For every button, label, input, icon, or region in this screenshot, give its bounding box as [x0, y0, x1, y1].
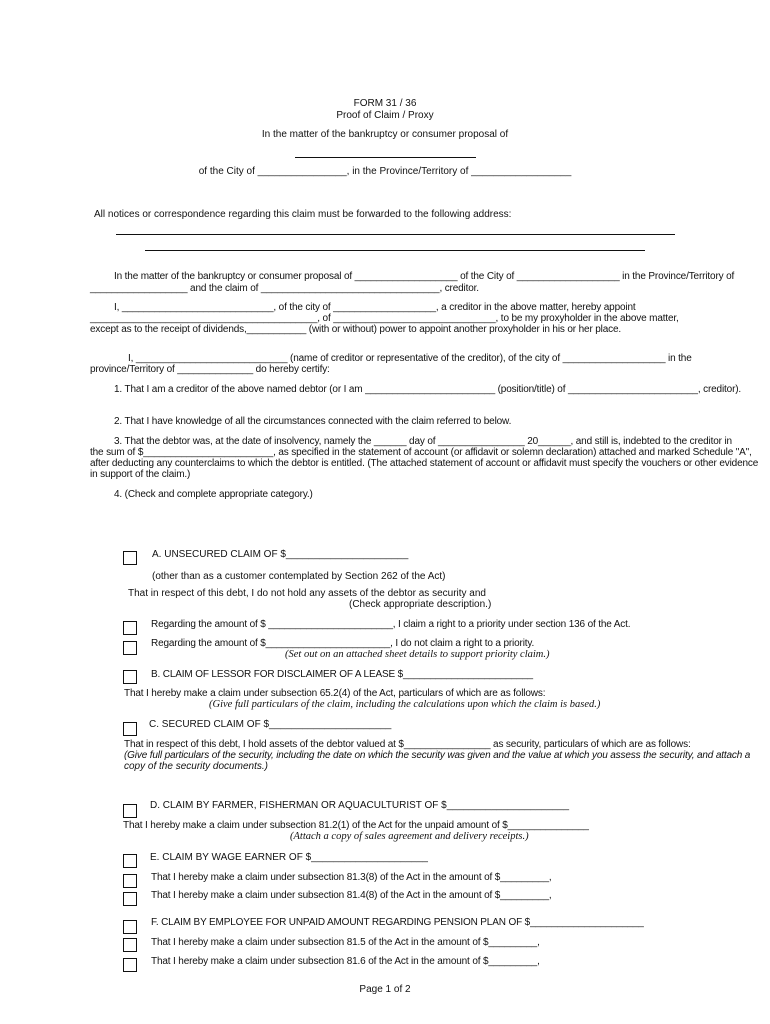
- debtor-name-blank[interactable]: [295, 157, 476, 158]
- section-d-line: That I hereby make a claim under subsection 81.2(1) of the Act for the unpaid amount of $_______________: [123, 820, 589, 831]
- item-3-line-1: 3. That the debtor was, at the date of insolvency, namely the ______ day of ________________ 20______, and still is, indebted to the creditor in: [114, 436, 732, 447]
- section-c-title: C. SECURED CLAIM OF $______________________: [149, 719, 392, 730]
- address-line-2[interactable]: [145, 250, 645, 251]
- section-e-line-2: That I hereby make a claim under subsection 81.4(8) of the Act in the amount of $_________,: [151, 890, 552, 901]
- section-e-line-1: That I hereby make a claim under subsection 81.3(8) of the Act in the amount of $_________,: [151, 872, 552, 883]
- section-b-line: That I hereby make a claim under subsection 65.2(4) of the Act, particulars of which are as follows:: [124, 688, 546, 699]
- proxy-line-1: In the matter of the bankruptcy or consumer proposal of ___________________ of the City of ___________________ in the Province/Territory of: [114, 271, 735, 282]
- proxy-line-3: I, ____________________________, of the city of ___________________, a creditor in the above matter, hereby appoint: [114, 302, 636, 313]
- section-e-title: E. CLAIM BY WAGE EARNER OF $_____________________: [150, 852, 428, 863]
- section-e-checkbox[interactable]: [123, 854, 137, 868]
- section-d-note: (Attach a copy of sales agreement and delivery receipts.): [290, 831, 529, 842]
- proxy-line-5: except as to the receipt of dividends,___________ (with or without) power to appoint another proxyholder in his or her place.: [90, 324, 622, 335]
- section-a-check-line: (Check appropriate description.): [349, 599, 492, 610]
- section-a-respect-line: That in respect of this debt, I do not hold any assets of the debtor as security and: [128, 588, 486, 599]
- section-f-option-1-checkbox[interactable]: [123, 938, 137, 952]
- section-a-option-2-note: (Set out on an attached sheet details to support priority claim.): [285, 649, 550, 660]
- section-f-line-2: That I hereby make a claim under subsection 81.6 of the Act in the amount of $_________,: [151, 956, 540, 967]
- section-d-title: D. CLAIM BY FARMER, FISHERMAN OR AQUACULTURIST OF $______________________: [150, 800, 570, 811]
- section-d-checkbox[interactable]: [123, 804, 137, 818]
- section-f-title: F. CLAIM BY EMPLOYEE FOR UNPAID AMOUNT REGARDING PENSION PLAN OF $_____________________: [151, 917, 644, 928]
- section-a-title: A. UNSECURED CLAIM OF $______________________: [152, 549, 409, 560]
- item-3-line-4: in support of the claim.): [90, 469, 191, 480]
- form-title: Proof of Claim / Proxy: [336, 110, 434, 121]
- item-3-line-2: the sum of $________________________, as specified in the statement of account (or affidavit or solemn declaration) attached and marked Schedule "A",: [90, 447, 752, 458]
- section-c-note-1: (Give full particulars of the security, including the date on which the security was given and the value at which you assess the security, and attach a: [124, 750, 751, 761]
- item-1: 1. That I am a creditor of the above named debtor (or I am ________________________ (position/title) of ________________________, creditor).: [114, 384, 742, 395]
- section-b-title: B. CLAIM OF LESSOR FOR DISCLAIMER OF A LEASE $________________________: [151, 669, 533, 680]
- section-f-option-2-checkbox[interactable]: [123, 958, 137, 972]
- section-f-checkbox[interactable]: [123, 920, 137, 934]
- section-b-note: (Give full particulars of the claim, including the calculations upon which the claim is based.): [209, 699, 601, 710]
- section-a-option-1: Regarding the amount of $ _______________________, I claim a right to a priority under section 136 of the Act.: [151, 619, 631, 630]
- section-a-checkbox[interactable]: [123, 551, 137, 565]
- notices-text: All notices or correspondence regarding this claim must be forwarded to the following address:: [94, 209, 512, 220]
- section-a-option-1-checkbox[interactable]: [123, 621, 137, 635]
- section-f-line-1: That I hereby make a claim under subsection 81.5 of the Act in the amount of $_________,: [151, 937, 540, 948]
- proxy-line-4: __________________________________________, of ______________________________, to be my proxyholder in the above matter,: [90, 313, 679, 324]
- city-province-line: of the City of ________________, in the Province/Territory of __________________: [198, 166, 572, 177]
- section-c-checkbox[interactable]: [123, 722, 137, 736]
- matter-line: In the matter of the bankruptcy or consumer proposal of: [261, 129, 509, 140]
- section-a-option-2-checkbox[interactable]: [123, 641, 137, 655]
- section-a-option-2: Regarding the amount of $_______________________, I do not claim a right to a priority.: [151, 638, 535, 649]
- section-e-option-2-checkbox[interactable]: [123, 892, 137, 906]
- section-e-option-1-checkbox[interactable]: [123, 874, 137, 888]
- certify-line-2: province/Territory of ______________ do hereby certify:: [90, 364, 330, 375]
- page-number: Page 1 of 2: [359, 984, 411, 995]
- section-b-checkbox[interactable]: [123, 670, 137, 684]
- section-a-note: (other than as a customer contemplated by Section 262 of the Act): [152, 571, 446, 582]
- form-number: FORM 31 / 36: [353, 98, 417, 109]
- certify-line-1: I, ____________________________ (name of creditor or representative of the creditor), of the city of ___________________ in the: [128, 353, 692, 364]
- item-3-line-3: after deducting any counterclaims to which the debtor is entitled. (The attached statement of account or affidavit must specify the vouchers or other evidence: [90, 458, 759, 469]
- item-2: 2. That I have knowledge of all the circumstances connected with the claim referred to below.: [114, 416, 512, 427]
- section-c-note-2: copy of the security documents.): [124, 761, 268, 772]
- proxy-line-2: __________________ and the claim of _________________________________, creditor.: [90, 283, 479, 294]
- section-c-line: That in respect of this debt, I hold assets of the debtor valued at $________________ as security, particulars of which are as follows:: [124, 739, 691, 750]
- item-4: 4. (Check and complete appropriate category.): [114, 489, 313, 500]
- address-line-1[interactable]: [116, 234, 675, 235]
